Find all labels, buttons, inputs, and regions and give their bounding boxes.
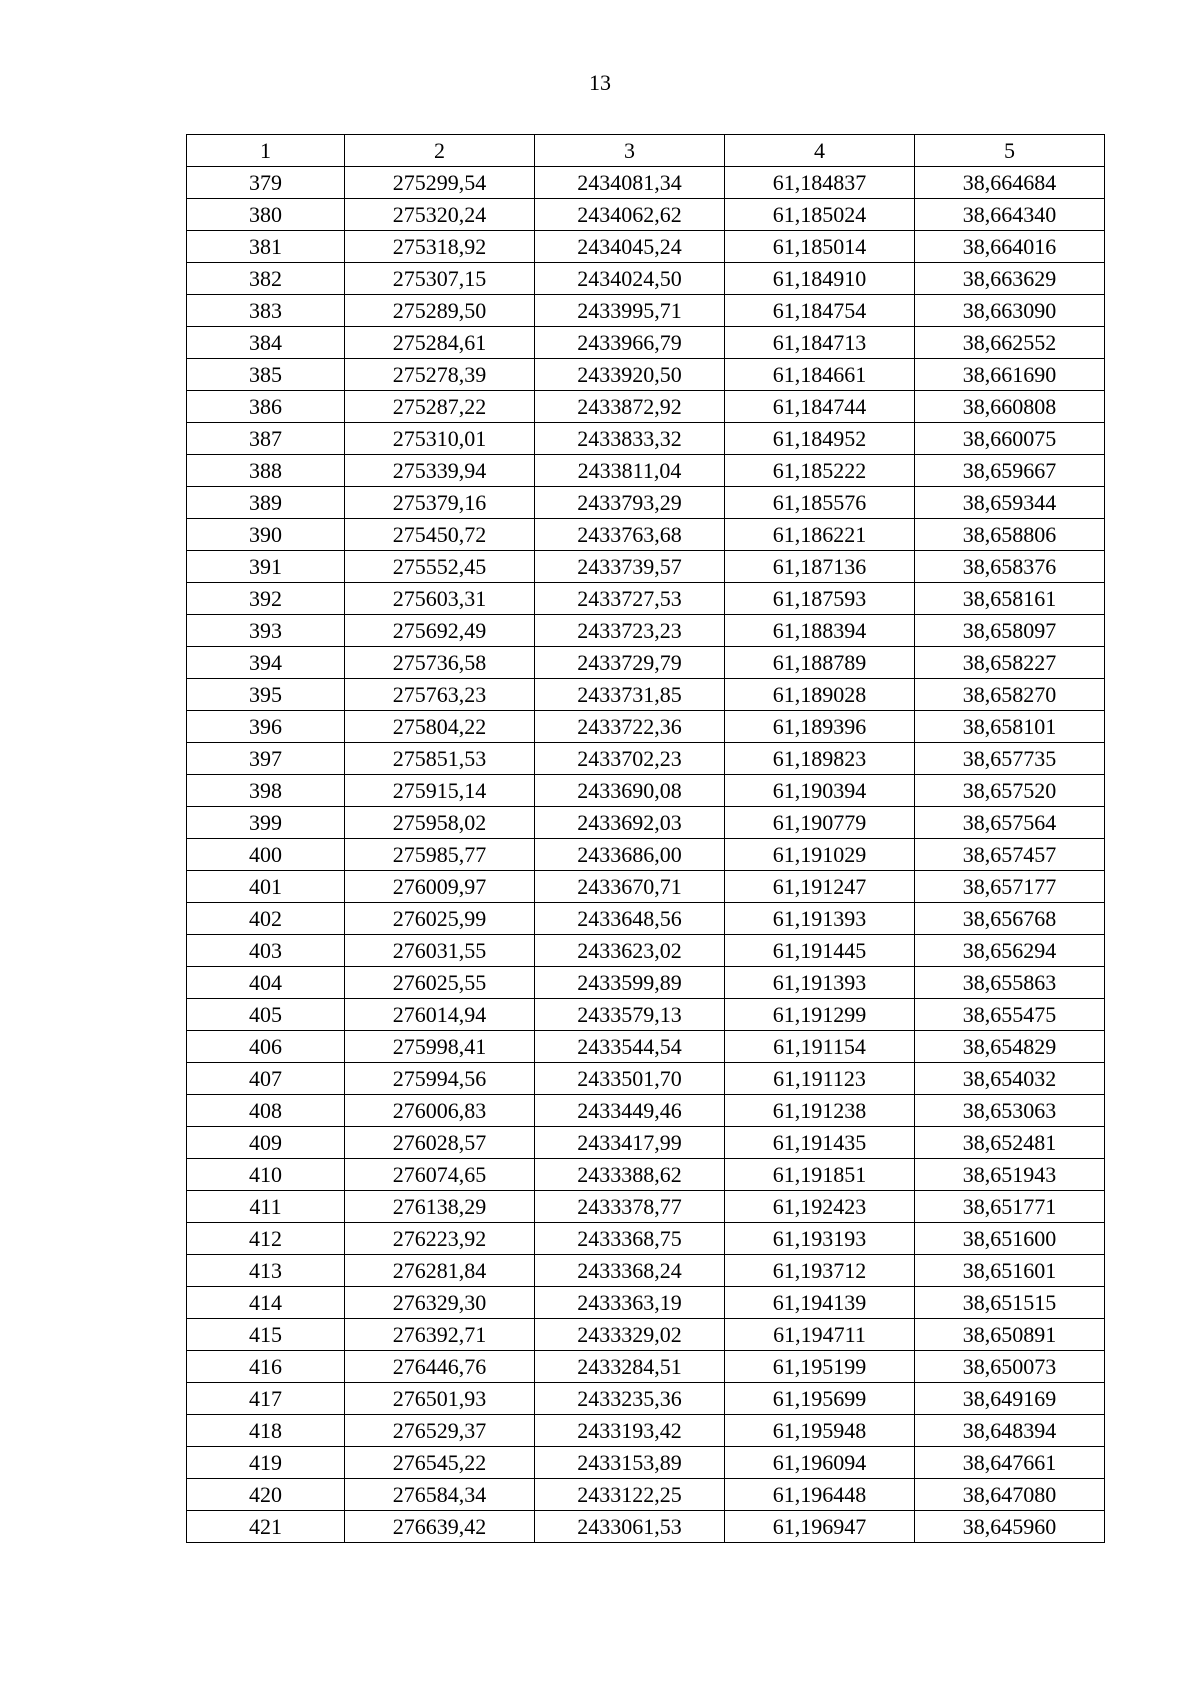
point-number-cell: 418 [187,1415,345,1447]
x-coordinate-cell: 276028,57 [345,1127,535,1159]
y-coordinate-cell: 2433193,42 [535,1415,725,1447]
latitude-cell: 61,191393 [725,903,915,935]
latitude-cell: 61,188789 [725,647,915,679]
point-number-cell: 414 [187,1287,345,1319]
point-number-cell: 383 [187,295,345,327]
y-coordinate-cell: 2433368,24 [535,1255,725,1287]
latitude-cell: 61,190779 [725,807,915,839]
page-number: 13 [589,70,611,95]
point-number-cell: 407 [187,1063,345,1095]
latitude-cell: 61,188394 [725,615,915,647]
point-number-cell: 404 [187,967,345,999]
table-row [187,967,1105,999]
x-coordinate-cell: 275310,01 [345,423,535,455]
x-coordinate-cell: 275692,49 [345,615,535,647]
y-coordinate-cell: 2433920,50 [535,359,725,391]
longitude-cell: 38,656294 [915,935,1105,967]
column-header-4: 4 [725,135,915,167]
x-coordinate-cell: 275915,14 [345,775,535,807]
point-number-cell: 391 [187,551,345,583]
y-coordinate-cell: 2434045,24 [535,231,725,263]
point-number-cell: 395 [187,679,345,711]
point-number-cell: 396 [187,711,345,743]
point-number-cell: 390 [187,519,345,551]
y-coordinate-cell: 2433702,23 [535,743,725,775]
point-number-cell: 385 [187,359,345,391]
latitude-cell: 61,195699 [725,1383,915,1415]
point-number-cell: 405 [187,999,345,1031]
table-row [187,551,1105,583]
longitude-cell: 38,657564 [915,807,1105,839]
longitude-cell: 38,650891 [915,1319,1105,1351]
longitude-cell: 38,655475 [915,999,1105,1031]
table-row [187,487,1105,519]
x-coordinate-cell: 276138,29 [345,1191,535,1223]
latitude-cell: 61,191029 [725,839,915,871]
latitude-cell: 61,185222 [725,455,915,487]
latitude-cell: 61,195948 [725,1415,915,1447]
longitude-cell: 38,658376 [915,551,1105,583]
x-coordinate-cell: 276281,84 [345,1255,535,1287]
y-coordinate-cell: 2433739,57 [535,551,725,583]
latitude-cell: 61,191247 [725,871,915,903]
longitude-cell: 38,647661 [915,1447,1105,1479]
table-row [187,1223,1105,1255]
table-row [187,871,1105,903]
latitude-cell: 61,186221 [725,519,915,551]
latitude-cell: 61,184910 [725,263,915,295]
latitude-cell: 61,193712 [725,1255,915,1287]
point-number-cell: 398 [187,775,345,807]
table-row [187,1191,1105,1223]
table-row [187,1511,1105,1543]
x-coordinate-cell: 275339,94 [345,455,535,487]
point-number-cell: 397 [187,743,345,775]
longitude-cell: 38,657735 [915,743,1105,775]
y-coordinate-cell: 2433417,99 [535,1127,725,1159]
x-coordinate-cell: 276014,94 [345,999,535,1031]
table-row [187,295,1105,327]
longitude-cell: 38,664016 [915,231,1105,263]
table-row [187,1031,1105,1063]
longitude-cell: 38,648394 [915,1415,1105,1447]
table-row [187,1415,1105,1447]
y-coordinate-cell: 2433284,51 [535,1351,725,1383]
x-coordinate-cell: 275289,50 [345,295,535,327]
latitude-cell: 61,194139 [725,1287,915,1319]
y-coordinate-cell: 2433872,92 [535,391,725,423]
latitude-cell: 61,196094 [725,1447,915,1479]
longitude-cell: 38,651943 [915,1159,1105,1191]
longitude-cell: 38,651600 [915,1223,1105,1255]
latitude-cell: 61,184661 [725,359,915,391]
table-row [187,423,1105,455]
x-coordinate-cell: 276025,55 [345,967,535,999]
y-coordinate-cell: 2433763,68 [535,519,725,551]
longitude-cell: 38,654829 [915,1031,1105,1063]
y-coordinate-cell: 2433599,89 [535,967,725,999]
y-coordinate-cell: 2433061,53 [535,1511,725,1543]
point-number-cell: 399 [187,807,345,839]
table-row [187,167,1105,199]
coordinates-table [186,134,1105,1543]
table-row [187,1063,1105,1095]
y-coordinate-cell: 2433153,89 [535,1447,725,1479]
latitude-cell: 61,187593 [725,583,915,615]
point-number-cell: 409 [187,1127,345,1159]
point-number-cell: 392 [187,583,345,615]
table-row [187,839,1105,871]
y-coordinate-cell: 2433995,71 [535,295,725,327]
table-row [187,455,1105,487]
table-row [187,1159,1105,1191]
point-number-cell: 410 [187,1159,345,1191]
x-coordinate-cell: 275552,45 [345,551,535,583]
table-body [187,167,1105,1543]
point-number-cell: 419 [187,1447,345,1479]
table-row [187,999,1105,1031]
point-number-cell: 417 [187,1383,345,1415]
latitude-cell: 61,191299 [725,999,915,1031]
latitude-cell: 61,189028 [725,679,915,711]
y-coordinate-cell: 2433378,77 [535,1191,725,1223]
latitude-cell: 61,184744 [725,391,915,423]
y-coordinate-cell: 2433579,13 [535,999,725,1031]
y-coordinate-cell: 2433670,71 [535,871,725,903]
longitude-cell: 38,664340 [915,199,1105,231]
table-row [187,583,1105,615]
table-row [187,327,1105,359]
point-number-cell: 386 [187,391,345,423]
y-coordinate-cell: 2433722,36 [535,711,725,743]
latitude-cell: 61,194711 [725,1319,915,1351]
y-coordinate-cell: 2434081,34 [535,167,725,199]
point-number-cell: 400 [187,839,345,871]
latitude-cell: 61,191154 [725,1031,915,1063]
table-row [187,615,1105,647]
longitude-cell: 38,649169 [915,1383,1105,1415]
x-coordinate-cell: 275736,58 [345,647,535,679]
table-row [187,199,1105,231]
point-number-cell: 413 [187,1255,345,1287]
x-coordinate-cell: 276031,55 [345,935,535,967]
x-coordinate-cell: 276529,37 [345,1415,535,1447]
point-number-cell: 416 [187,1351,345,1383]
x-coordinate-cell: 275804,22 [345,711,535,743]
y-coordinate-cell: 2433793,29 [535,487,725,519]
y-coordinate-cell: 2433122,25 [535,1479,725,1511]
longitude-cell: 38,647080 [915,1479,1105,1511]
point-number-cell: 393 [187,615,345,647]
x-coordinate-cell: 276584,34 [345,1479,535,1511]
x-coordinate-cell: 275450,72 [345,519,535,551]
x-coordinate-cell: 276501,93 [345,1383,535,1415]
latitude-cell: 61,191238 [725,1095,915,1127]
table-row [187,1351,1105,1383]
table-row [187,1255,1105,1287]
longitude-cell: 38,658227 [915,647,1105,679]
point-number-cell: 415 [187,1319,345,1351]
column-header-2: 2 [345,135,535,167]
point-number-cell: 401 [187,871,345,903]
y-coordinate-cell: 2433648,56 [535,903,725,935]
latitude-cell: 61,191393 [725,967,915,999]
longitude-cell: 38,650073 [915,1351,1105,1383]
x-coordinate-cell: 276025,99 [345,903,535,935]
x-coordinate-cell: 275278,39 [345,359,535,391]
table-row [187,231,1105,263]
x-coordinate-cell: 275318,92 [345,231,535,263]
y-coordinate-cell: 2434024,50 [535,263,725,295]
point-number-cell: 387 [187,423,345,455]
longitude-cell: 38,651601 [915,1255,1105,1287]
table-row [187,1127,1105,1159]
point-number-cell: 402 [187,903,345,935]
longitude-cell: 38,658806 [915,519,1105,551]
table-row [187,1095,1105,1127]
longitude-cell: 38,657520 [915,775,1105,807]
x-coordinate-cell: 275299,54 [345,167,535,199]
x-coordinate-cell: 276074,65 [345,1159,535,1191]
y-coordinate-cell: 2433368,75 [535,1223,725,1255]
table-row [187,775,1105,807]
point-number-cell: 389 [187,487,345,519]
x-coordinate-cell: 276329,30 [345,1287,535,1319]
y-coordinate-cell: 2434062,62 [535,199,725,231]
point-number-cell: 411 [187,1191,345,1223]
y-coordinate-cell: 2433449,46 [535,1095,725,1127]
longitude-cell: 38,658161 [915,583,1105,615]
y-coordinate-cell: 2433723,23 [535,615,725,647]
latitude-cell: 61,196947 [725,1511,915,1543]
column-header-3: 3 [535,135,725,167]
y-coordinate-cell: 2433501,70 [535,1063,725,1095]
x-coordinate-cell: 276392,71 [345,1319,535,1351]
y-coordinate-cell: 2433729,79 [535,647,725,679]
longitude-cell: 38,663629 [915,263,1105,295]
table-row [187,1479,1105,1511]
x-coordinate-cell: 276223,92 [345,1223,535,1255]
point-number-cell: 381 [187,231,345,263]
x-coordinate-cell: 275985,77 [345,839,535,871]
y-coordinate-cell: 2433388,62 [535,1159,725,1191]
y-coordinate-cell: 2433363,19 [535,1287,725,1319]
table-row [187,519,1105,551]
y-coordinate-cell: 2433329,02 [535,1319,725,1351]
x-coordinate-cell: 275994,56 [345,1063,535,1095]
table-row [187,935,1105,967]
latitude-cell: 61,184713 [725,327,915,359]
latitude-cell: 61,191123 [725,1063,915,1095]
table-row [187,391,1105,423]
x-coordinate-cell: 275307,15 [345,263,535,295]
longitude-cell: 38,658097 [915,615,1105,647]
longitude-cell: 38,657457 [915,839,1105,871]
point-number-cell: 380 [187,199,345,231]
table-row [187,1287,1105,1319]
latitude-cell: 61,185576 [725,487,915,519]
point-number-cell: 408 [187,1095,345,1127]
longitude-cell: 38,664684 [915,167,1105,199]
x-coordinate-cell: 275958,02 [345,807,535,839]
table-row [187,263,1105,295]
latitude-cell: 61,191851 [725,1159,915,1191]
x-coordinate-cell: 276545,22 [345,1447,535,1479]
point-number-cell: 388 [187,455,345,487]
longitude-cell: 38,662552 [915,327,1105,359]
x-coordinate-cell: 275763,23 [345,679,535,711]
latitude-cell: 61,184837 [725,167,915,199]
longitude-cell: 38,661690 [915,359,1105,391]
latitude-cell: 61,191445 [725,935,915,967]
longitude-cell: 38,660808 [915,391,1105,423]
latitude-cell: 61,195199 [725,1351,915,1383]
longitude-cell: 38,651771 [915,1191,1105,1223]
y-coordinate-cell: 2433727,53 [535,583,725,615]
latitude-cell: 61,185014 [725,231,915,263]
y-coordinate-cell: 2433686,00 [535,839,725,871]
table-row [187,1383,1105,1415]
point-number-cell: 382 [187,263,345,295]
longitude-cell: 38,659667 [915,455,1105,487]
column-header-1: 1 [187,135,345,167]
latitude-cell: 61,196448 [725,1479,915,1511]
point-number-cell: 403 [187,935,345,967]
x-coordinate-cell: 276009,97 [345,871,535,903]
x-coordinate-cell: 275320,24 [345,199,535,231]
latitude-cell: 61,191435 [725,1127,915,1159]
table-row [187,807,1105,839]
longitude-cell: 38,656768 [915,903,1105,935]
point-number-cell: 412 [187,1223,345,1255]
longitude-cell: 38,658101 [915,711,1105,743]
latitude-cell: 61,190394 [725,775,915,807]
table-row [187,359,1105,391]
y-coordinate-cell: 2433690,08 [535,775,725,807]
latitude-cell: 61,184952 [725,423,915,455]
latitude-cell: 61,189396 [725,711,915,743]
longitude-cell: 38,652481 [915,1127,1105,1159]
table-row [187,1447,1105,1479]
latitude-cell: 61,189823 [725,743,915,775]
latitude-cell: 61,193193 [725,1223,915,1255]
y-coordinate-cell: 2433692,03 [535,807,725,839]
x-coordinate-cell: 275379,16 [345,487,535,519]
longitude-cell: 38,659344 [915,487,1105,519]
table-header-row [187,135,1105,167]
column-header-5: 5 [915,135,1105,167]
y-coordinate-cell: 2433731,85 [535,679,725,711]
longitude-cell: 38,660075 [915,423,1105,455]
x-coordinate-cell: 275603,31 [345,583,535,615]
x-coordinate-cell: 276006,83 [345,1095,535,1127]
longitude-cell: 38,663090 [915,295,1105,327]
y-coordinate-cell: 2433235,36 [535,1383,725,1415]
x-coordinate-cell: 276446,76 [345,1351,535,1383]
x-coordinate-cell: 276639,42 [345,1511,535,1543]
y-coordinate-cell: 2433833,32 [535,423,725,455]
y-coordinate-cell: 2433623,02 [535,935,725,967]
y-coordinate-cell: 2433544,54 [535,1031,725,1063]
x-coordinate-cell: 275851,53 [345,743,535,775]
longitude-cell: 38,651515 [915,1287,1105,1319]
latitude-cell: 61,187136 [725,551,915,583]
x-coordinate-cell: 275287,22 [345,391,535,423]
table-row [187,647,1105,679]
point-number-cell: 394 [187,647,345,679]
longitude-cell: 38,655863 [915,967,1105,999]
table-row [187,679,1105,711]
point-number-cell: 421 [187,1511,345,1543]
longitude-cell: 38,653063 [915,1095,1105,1127]
point-number-cell: 379 [187,167,345,199]
y-coordinate-cell: 2433811,04 [535,455,725,487]
latitude-cell: 61,192423 [725,1191,915,1223]
point-number-cell: 420 [187,1479,345,1511]
table-row [187,743,1105,775]
table-row [187,1319,1105,1351]
latitude-cell: 61,184754 [725,295,915,327]
longitude-cell: 38,654032 [915,1063,1105,1095]
point-number-cell: 384 [187,327,345,359]
point-number-cell: 406 [187,1031,345,1063]
longitude-cell: 38,658270 [915,679,1105,711]
x-coordinate-cell: 275998,41 [345,1031,535,1063]
table-row [187,711,1105,743]
longitude-cell: 38,645960 [915,1511,1105,1543]
x-coordinate-cell: 275284,61 [345,327,535,359]
table-row [187,903,1105,935]
y-coordinate-cell: 2433966,79 [535,327,725,359]
longitude-cell: 38,657177 [915,871,1105,903]
latitude-cell: 61,185024 [725,199,915,231]
